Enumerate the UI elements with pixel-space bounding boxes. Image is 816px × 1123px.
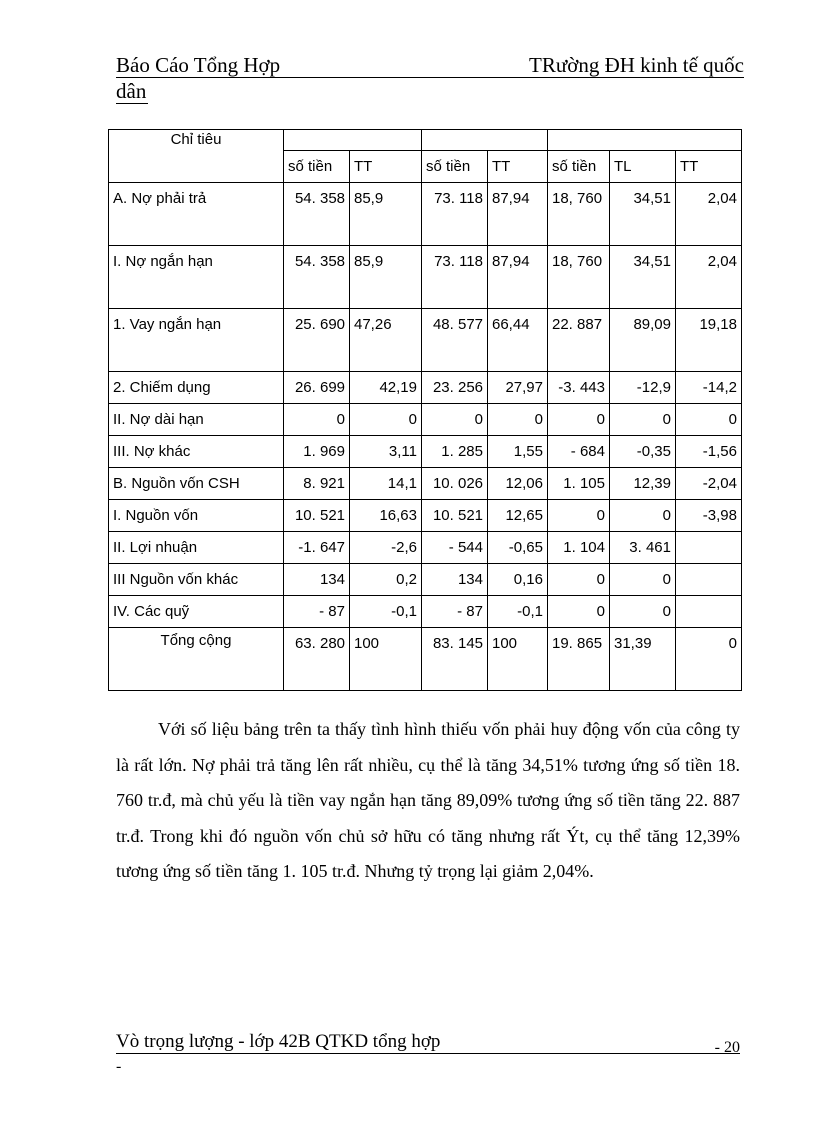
- period-header-2: [422, 130, 548, 151]
- table-cell: 34,51: [610, 183, 676, 246]
- table-cell: 26. 699: [284, 372, 350, 404]
- table-cell: - 544: [422, 532, 488, 564]
- table-cell: 0: [422, 404, 488, 436]
- table-cell: -3,98: [676, 500, 742, 532]
- table-row: [109, 532, 742, 564]
- table-cell: 0: [676, 628, 742, 691]
- table-cell: -1. 647: [284, 532, 350, 564]
- page-number: - 20: [714, 1039, 740, 1056]
- footer-continuation: -: [116, 1058, 122, 1075]
- table-cell: 3,11: [350, 436, 422, 468]
- table-cell: -0,1: [350, 596, 422, 628]
- row-label: Tổng cộng: [109, 628, 284, 691]
- header-rule-short: [116, 103, 148, 104]
- table-cell: 3. 461: [610, 532, 676, 564]
- header-rule: [116, 77, 744, 78]
- table-cell: 0: [610, 500, 676, 532]
- table-cell: [548, 309, 610, 372]
- table-cell: 8. 921: [284, 468, 350, 500]
- row-label: III Nguồn vốn khác: [109, 564, 284, 596]
- row-label: A. Nợ phải trả: [109, 183, 284, 246]
- table-cell: 12,39: [610, 468, 676, 500]
- table-cell: 10. 026: [422, 468, 488, 500]
- table-cell: - 87: [284, 596, 350, 628]
- table-cell: 54. 358: [284, 246, 350, 309]
- row-label: B. Nguồn vốn CSH: [109, 468, 284, 500]
- table-cell: 63. 280: [284, 628, 350, 691]
- table-cell: 87,94: [488, 246, 548, 309]
- sub-header-cell: số tiền: [284, 151, 350, 183]
- sub-header-cell: TT: [488, 151, 548, 183]
- table-row: [109, 628, 742, 691]
- table-cell: 0: [350, 404, 422, 436]
- table-cell: 85,9: [350, 246, 422, 309]
- footer-rule: [116, 1053, 740, 1054]
- column-header-indicator: Chỉ tiêu: [109, 130, 284, 183]
- table-cell: 48. 577: [422, 309, 488, 372]
- wrapped-value: 19. 865: [552, 635, 603, 652]
- row-label: 1. Vay ngắn hạn: [109, 309, 284, 372]
- table-cell: - 684: [548, 436, 610, 468]
- page-footer: [116, 1030, 740, 1060]
- wrapped-value: 22. 887: [552, 316, 603, 333]
- page-header: [116, 52, 744, 104]
- period-header-1: [284, 130, 422, 151]
- row-label: 2. Chiếm dụng: [109, 372, 284, 404]
- header-school: TRường ĐH kinh tế quốc: [529, 53, 744, 77]
- table-row: [109, 309, 742, 372]
- table-cell: 0: [610, 564, 676, 596]
- table-cell: 0: [676, 404, 742, 436]
- table-cell: -0,35: [610, 436, 676, 468]
- table-cell: 89,09: [610, 309, 676, 372]
- row-label: I. Nợ ngắn hạn: [109, 246, 284, 309]
- table-row: [109, 183, 742, 246]
- table-cell: 0: [548, 404, 610, 436]
- table-cell: [676, 596, 742, 628]
- table-cell: 1. 105: [548, 468, 610, 500]
- table-cell: 14,1: [350, 468, 422, 500]
- table-row: [109, 372, 742, 404]
- table-cell: -1,56: [676, 436, 742, 468]
- table-cell: 85,9: [350, 183, 422, 246]
- table-row: [109, 436, 742, 468]
- table-row: [109, 500, 742, 532]
- table-cell: 0: [488, 404, 548, 436]
- table-cell: 23. 256: [422, 372, 488, 404]
- table-cell: 1. 285: [422, 436, 488, 468]
- row-label: IV. Các quỹ: [109, 596, 284, 628]
- table-row: [109, 404, 742, 436]
- table-cell: 2,04: [676, 183, 742, 246]
- table-cell: 0: [548, 500, 610, 532]
- table-cell: 1. 104: [548, 532, 610, 564]
- table-cell: 54. 358: [284, 183, 350, 246]
- table-cell: -0,1: [488, 596, 548, 628]
- row-label: I. Nguồn vốn: [109, 500, 284, 532]
- table-cell: -3. 443: [548, 372, 610, 404]
- table-cell: [548, 628, 610, 691]
- wrapped-value: 18, 760: [552, 190, 603, 207]
- table-cell: 100: [488, 628, 548, 691]
- table-row: [109, 468, 742, 500]
- row-label: II. Nợ dài hạn: [109, 404, 284, 436]
- sub-header-cell: TT: [350, 151, 422, 183]
- table-cell: 0: [548, 564, 610, 596]
- table-cell: 34,51: [610, 246, 676, 309]
- paragraph-text: Với số liệu bảng trên ta thấy tình hình thiếu vốn phải huy động vốn của công ty là rất lớn. Nợ phải trả tăng lên rất nhiều, cụ thể là tăng 34,51% tương ứng số tiền 18. 760 tr.đ, mà chủ yếu là tiền vay ngắn hạn tăng 89,09% tương ứng số tiền tăng 22. 887 tr.đ. Trong khi đó nguồn vốn chủ sở hữu có tăng nhưng rất Ýt, cụ thể tăng 12,39% tương ứng số tiền tăng 1. 105 tr.đ. Nhưng tỷ trọng lại giảm 2,04%.: [116, 719, 740, 881]
- table-cell: 10. 521: [422, 500, 488, 532]
- sub-header-cell: số tiền: [422, 151, 488, 183]
- table-cell: -0,65: [488, 532, 548, 564]
- row-label: III. Nợ khác: [109, 436, 284, 468]
- table-cell: 42,19: [350, 372, 422, 404]
- table-row: [109, 564, 742, 596]
- header-continuation: dân: [116, 79, 147, 103]
- table-cell: - 87: [422, 596, 488, 628]
- table-cell: 27,97: [488, 372, 548, 404]
- table-cell: 87,94: [488, 183, 548, 246]
- analysis-paragraph: [116, 712, 740, 890]
- footer-author: Vò trọng lượng - lớp 42B QTKD tổng hợp: [116, 1031, 441, 1052]
- table-cell: 47,26: [350, 309, 422, 372]
- table-cell: -12,9: [610, 372, 676, 404]
- table-cell: 1. 969: [284, 436, 350, 468]
- sub-header-cell: TT: [676, 151, 742, 183]
- table-cell: 0,16: [488, 564, 548, 596]
- wrapped-value: 18, 760: [552, 253, 603, 270]
- table-cell: 31,39: [610, 628, 676, 691]
- sub-header-cell: TL: [610, 151, 676, 183]
- table-cell: 12,65: [488, 500, 548, 532]
- table-cell: [676, 532, 742, 564]
- table-cell: 12,06: [488, 468, 548, 500]
- financial-table: [108, 129, 742, 691]
- table-cell: [548, 246, 610, 309]
- table-cell: 0: [610, 404, 676, 436]
- header-title: Báo Cáo Tổng Hợp: [116, 53, 281, 77]
- table-cell: 16,63: [350, 500, 422, 532]
- period-header-change: [548, 130, 742, 151]
- table-cell: 73. 118: [422, 246, 488, 309]
- table-cell: 134: [422, 564, 488, 596]
- table-cell: 134: [284, 564, 350, 596]
- table-cell: 0: [284, 404, 350, 436]
- table-row: [109, 246, 742, 309]
- table-cell: 0: [610, 596, 676, 628]
- table-cell: [676, 564, 742, 596]
- table-cell: -2,6: [350, 532, 422, 564]
- table-cell: -2,04: [676, 468, 742, 500]
- table-cell: 2,04: [676, 246, 742, 309]
- table-cell: 10. 521: [284, 500, 350, 532]
- table-cell: 0: [548, 596, 610, 628]
- table-cell: 83. 145: [422, 628, 488, 691]
- table-cell: 0,2: [350, 564, 422, 596]
- table-cell: 73. 118: [422, 183, 488, 246]
- table-row: [109, 596, 742, 628]
- table-cell: [548, 183, 610, 246]
- table-cell: -14,2: [676, 372, 742, 404]
- table-cell: 1,55: [488, 436, 548, 468]
- table-cell: 19,18: [676, 309, 742, 372]
- table-cell: 66,44: [488, 309, 548, 372]
- table-cell: 25. 690: [284, 309, 350, 372]
- sub-header-cell: số tiền: [548, 151, 610, 183]
- row-label: II. Lợi nhuận: [109, 532, 284, 564]
- table-cell: 100: [350, 628, 422, 691]
